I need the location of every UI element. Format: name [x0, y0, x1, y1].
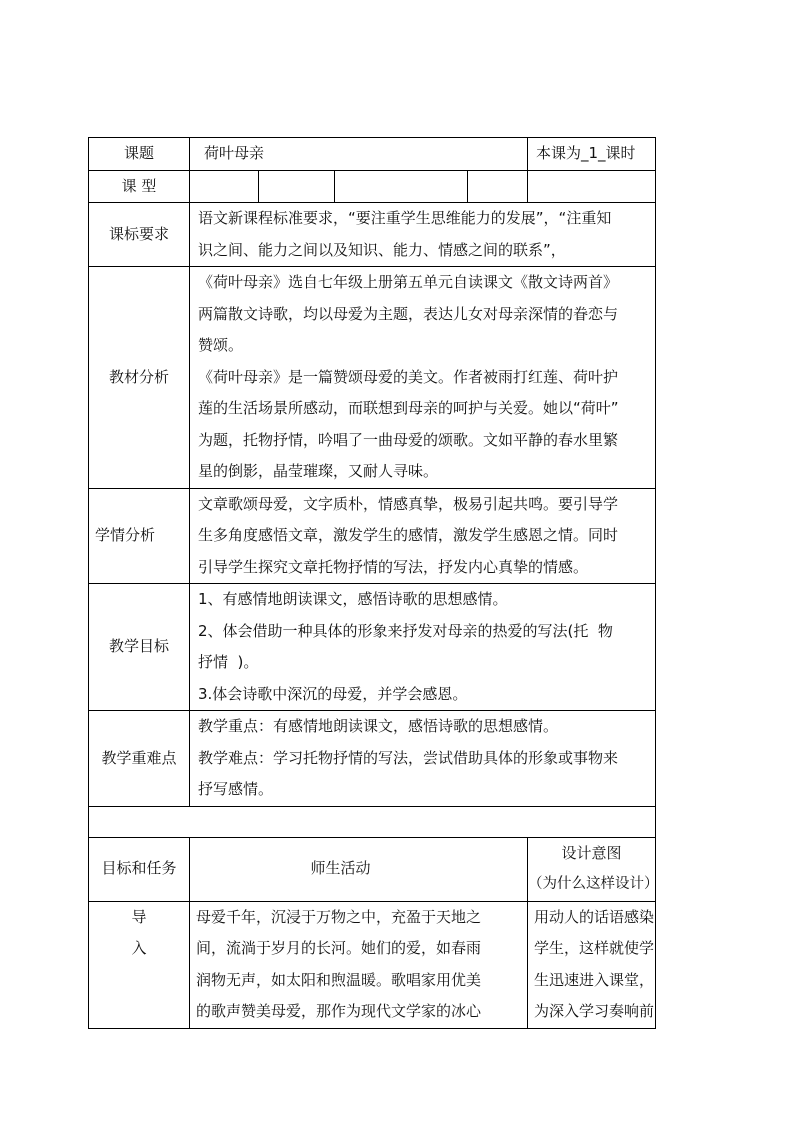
text-line: 润物无声，如太阳和煦温暖。歌唱家用优美: [196, 970, 482, 989]
intro-label: [89, 901, 190, 1028]
text-line: 教学难点：学习托物抒情的写法，尝试借助具体的形象或事物来: [198, 748, 619, 767]
text-line: 抒情 )。: [198, 653, 259, 671]
text-line: 两篇散文诗歌，均以母爱为主题，表达儿女对母亲深情的眷恋与: [198, 304, 619, 323]
intro-intent: [528, 901, 656, 1028]
lesson-plan-document: [88, 137, 659, 1029]
topic-row: [89, 138, 656, 171]
activity-header-row: [89, 837, 656, 901]
topic-label: 课题: [89, 138, 190, 171]
material-text: [190, 267, 656, 489]
text-line: 星的倒影，晶莹璀璨，又耐人寻味。: [198, 462, 439, 480]
material-label: 教材分析: [89, 267, 190, 489]
text-line: 语文新课程标准要求，“要注重学生思维能力的发展”，“注重知: [198, 209, 612, 227]
blank-cell: [89, 806, 656, 837]
material-row: [89, 267, 656, 489]
keypoints-label: 教学重难点: [89, 711, 190, 807]
text-line: 母爱千年，沉浸于万物之中，充盈于天地之: [196, 907, 482, 926]
text-line: 《荷叶母亲》是一篇赞颂母爱的美文。作者被雨打红莲、荷叶护: [198, 367, 619, 386]
intro-activity: [190, 901, 528, 1028]
text-line: 莲的生活场景所感动，而联想到母亲的呵护与关爱。她以“荷叶”: [198, 399, 619, 417]
topic-value: 荷叶母亲: [190, 138, 528, 171]
students-label: 学情分析: [89, 488, 190, 584]
text-line: 文章歌颂母爱，文字质朴，情感真挚，极易引起共鸣。要引导学: [198, 494, 619, 513]
text-line: 为深入学习奏响前: [534, 1002, 655, 1020]
text-line: 赞颂。: [198, 336, 244, 354]
keypoints-row: [89, 711, 656, 807]
intro-label-line: 入: [131, 939, 147, 957]
intro-label-line: 导: [131, 907, 147, 926]
text-line: 教学重点：有感情地朗读课文，感悟诗歌的思想感情。: [198, 717, 559, 735]
curriculum-text: [190, 203, 656, 267]
text-line: 生多角度感悟文章，激发学生的感情，激发学生感恩之情。同时: [198, 526, 619, 544]
blank-row: [89, 806, 656, 837]
goals-label: 教学目标: [89, 584, 190, 711]
goals-row: [89, 584, 656, 711]
text-line: 识之间、能力之间以及知识、能力、情感之间的联系”，: [198, 240, 566, 259]
text-line: 3.体会诗歌中深沉的母爱，并学会感恩。: [198, 684, 468, 703]
type-row: [89, 170, 656, 203]
text-line: 为题，托物抒情，吟唱了一曲母爱的颂歌。文如平静的春水里繁: [198, 430, 619, 449]
type-label: 课 型: [89, 170, 190, 203]
type-cell-5: [528, 170, 656, 203]
lesson-hours: 本课为_1_课时: [528, 138, 656, 171]
text-line: 引导学生探究文章托物抒情的写法，抒发内心真挚的情感。: [198, 557, 589, 576]
text-line: 2、体会借助一种具体的形象来抒发对母亲的热爱的写法(托 物: [198, 621, 613, 640]
col-activities: 师生活动: [190, 837, 528, 901]
keypoints-text: [190, 711, 656, 807]
curriculum-label: 课标要求: [89, 203, 190, 267]
lesson-plan-table: [88, 137, 659, 1029]
design-intent-title: 设计意图: [561, 843, 622, 862]
text-line: 1、有感情地朗读课文，感悟诗歌的思想感情。: [198, 590, 508, 608]
text-line: 《荷叶母亲》选自七年级上册第五单元自读课文《散文诗两首》: [198, 273, 619, 291]
students-row: [89, 488, 656, 584]
col-goal-task: 目标和任务: [89, 837, 190, 901]
goals-text: [190, 584, 656, 711]
type-cell-1: [190, 170, 259, 203]
text-line: 的歌声赞美母爱，那作为现代文学家的冰心: [196, 1002, 482, 1020]
text-line: 间，流淌于岁月的长河。她们的爱，如春雨: [196, 939, 482, 957]
col-design-intent: [528, 837, 659, 901]
students-text: [190, 488, 656, 584]
intro-row: [89, 901, 656, 1028]
curriculum-row: [89, 203, 656, 267]
text-line: 学生，这样就使学: [534, 939, 655, 957]
text-line: 用动人的话语感染: [534, 907, 655, 926]
text-line: 抒写感情。: [198, 780, 274, 798]
type-cell-2: [259, 170, 335, 203]
design-intent-subtitle: （为什么这样设计）: [528, 876, 659, 892]
text-line: 生迅速进入课堂，: [534, 970, 655, 989]
type-cell-3: [335, 170, 468, 203]
type-cell-4: [468, 170, 528, 203]
